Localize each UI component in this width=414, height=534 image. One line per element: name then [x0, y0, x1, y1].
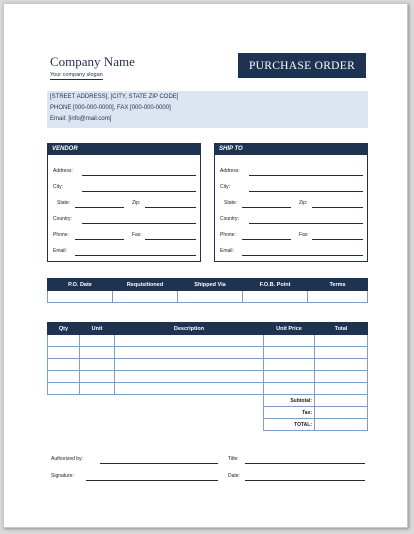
vendor-phone-field[interactable] [75, 239, 124, 240]
subtotal-cell[interactable] [315, 395, 368, 407]
table-row [48, 359, 368, 371]
table-row [48, 335, 368, 347]
qty-cell[interactable] [48, 359, 80, 371]
vendor-state-label: State: [57, 200, 71, 206]
document-title: PURCHASE ORDER [238, 53, 366, 78]
vendor-phone-label: Phone: [53, 232, 69, 238]
qty-header: Qty [48, 323, 80, 335]
qty-cell[interactable] [48, 335, 80, 347]
unit-cell[interactable] [80, 371, 115, 383]
terms-header: Terms [308, 279, 368, 291]
ship-state-field[interactable] [242, 207, 291, 208]
grand-total-label: TOTAL: [264, 419, 315, 431]
unit-price-cell[interactable] [264, 347, 315, 359]
unit-cell[interactable] [80, 383, 115, 395]
ship-to-title: SHIP TO [215, 144, 367, 155]
tax-label: Tax: [264, 407, 315, 419]
grand-total-cell[interactable] [315, 419, 368, 431]
total-cell[interactable] [315, 347, 368, 359]
unit-price-cell[interactable] [264, 371, 315, 383]
ship-city-label: City: [220, 184, 230, 190]
ship-phone-field[interactable] [242, 239, 291, 240]
authorized-by-label: Authorized by: [51, 456, 83, 462]
ship-state-label: State: [224, 200, 238, 206]
ship-fax-field[interactable] [312, 239, 363, 240]
ship-zip-label: Zip: [299, 200, 308, 206]
description-header: Description [115, 323, 264, 335]
unit-price-cell[interactable] [264, 359, 315, 371]
ship-email-field[interactable] [242, 255, 363, 256]
ship-address-label: Address: [220, 168, 240, 174]
qty-cell[interactable] [48, 347, 80, 359]
subtotal-row [48, 395, 368, 407]
vendor-zip-label: Zip: [132, 200, 141, 206]
shipped-via-header: Shipped Via [178, 279, 243, 291]
unit-cell[interactable] [80, 347, 115, 359]
unit-cell[interactable] [80, 335, 115, 347]
table-row [48, 291, 368, 303]
unit-cell[interactable] [80, 359, 115, 371]
spacer [48, 395, 264, 407]
vendor-email-field[interactable] [75, 255, 196, 256]
ship-to-box [214, 143, 368, 262]
table-row [48, 371, 368, 383]
purchase-order-page [3, 3, 408, 528]
vendor-country-field[interactable] [82, 223, 196, 224]
shipped-via-cell[interactable] [178, 291, 243, 303]
ship-city-field[interactable] [249, 191, 363, 192]
spacer [48, 407, 264, 419]
company-slogan: Your company slogan [50, 72, 103, 78]
description-cell[interactable] [115, 347, 264, 359]
title-field[interactable] [245, 463, 365, 464]
description-cell[interactable] [115, 335, 264, 347]
tax-cell[interactable] [315, 407, 368, 419]
vendor-fax-field[interactable] [145, 239, 196, 240]
requisitioned-header: Requisitioned [113, 279, 178, 291]
vendor-box [47, 143, 201, 262]
signature-label: Signature: [51, 473, 74, 479]
fob-point-header: F.O.B. Point [243, 279, 308, 291]
signature-field[interactable] [86, 480, 218, 481]
description-cell[interactable] [115, 383, 264, 395]
po-date-cell[interactable] [48, 291, 113, 303]
total-cell[interactable] [315, 383, 368, 395]
description-cell[interactable] [115, 371, 264, 383]
ship-phone-label: Phone: [220, 232, 236, 238]
order-info-table [47, 278, 368, 303]
company-email: Email: [info@mail.com] [50, 116, 112, 122]
unit-price-cell[interactable] [264, 383, 315, 395]
date-label: Date: [228, 473, 240, 479]
date-field[interactable] [245, 480, 365, 481]
description-cell[interactable] [115, 359, 264, 371]
tax-row [48, 407, 368, 419]
table-row [48, 347, 368, 359]
unit-price-header: Unit Price [264, 323, 315, 335]
unit-price-cell[interactable] [264, 335, 315, 347]
ship-zip-field[interactable] [312, 207, 363, 208]
unit-header: Unit [80, 323, 115, 335]
spacer [48, 419, 264, 431]
po-date-header: P.O. Date [48, 279, 113, 291]
authorized-by-field[interactable] [100, 463, 218, 464]
total-cell[interactable] [315, 371, 368, 383]
terms-cell[interactable] [308, 291, 368, 303]
requisitioned-cell[interactable] [113, 291, 178, 303]
vendor-address-field[interactable] [82, 175, 196, 176]
vendor-city-label: City: [53, 184, 63, 190]
vendor-city-field[interactable] [82, 191, 196, 192]
ship-email-label: Email: [220, 248, 234, 254]
ship-fax-label: Fax: [299, 232, 309, 238]
vendor-address-label: Address: [53, 168, 73, 174]
table-row [48, 383, 368, 395]
vendor-title: VENDOR [48, 144, 200, 155]
phone-fax: PHONE [000-000-0000], FAX [000-000-0000] [50, 105, 171, 111]
line-items-table [47, 322, 368, 431]
total-row [48, 419, 368, 431]
street-address: [STREET ADDRESS], [CITY, STATE ZIP CODE] [50, 94, 179, 100]
qty-cell[interactable] [48, 371, 80, 383]
total-cell[interactable] [315, 359, 368, 371]
vendor-state-field[interactable] [75, 207, 124, 208]
total-header: Total [315, 323, 368, 335]
vendor-email-label: Email: [53, 248, 67, 254]
title-label: Title: [228, 456, 239, 462]
qty-cell[interactable] [48, 383, 80, 395]
vendor-fax-label: Fax: [132, 232, 142, 238]
company-name: Company Name [50, 54, 135, 69]
ship-address-field[interactable] [249, 175, 363, 176]
vendor-zip-field[interactable] [145, 207, 196, 208]
vendor-country-label: Country: [53, 216, 72, 222]
total-cell[interactable] [315, 335, 368, 347]
fob-point-cell[interactable] [243, 291, 308, 303]
ship-country-label: Country: [220, 216, 239, 222]
ship-country-field[interactable] [249, 223, 363, 224]
subtotal-label: Subtotal: [264, 395, 315, 407]
